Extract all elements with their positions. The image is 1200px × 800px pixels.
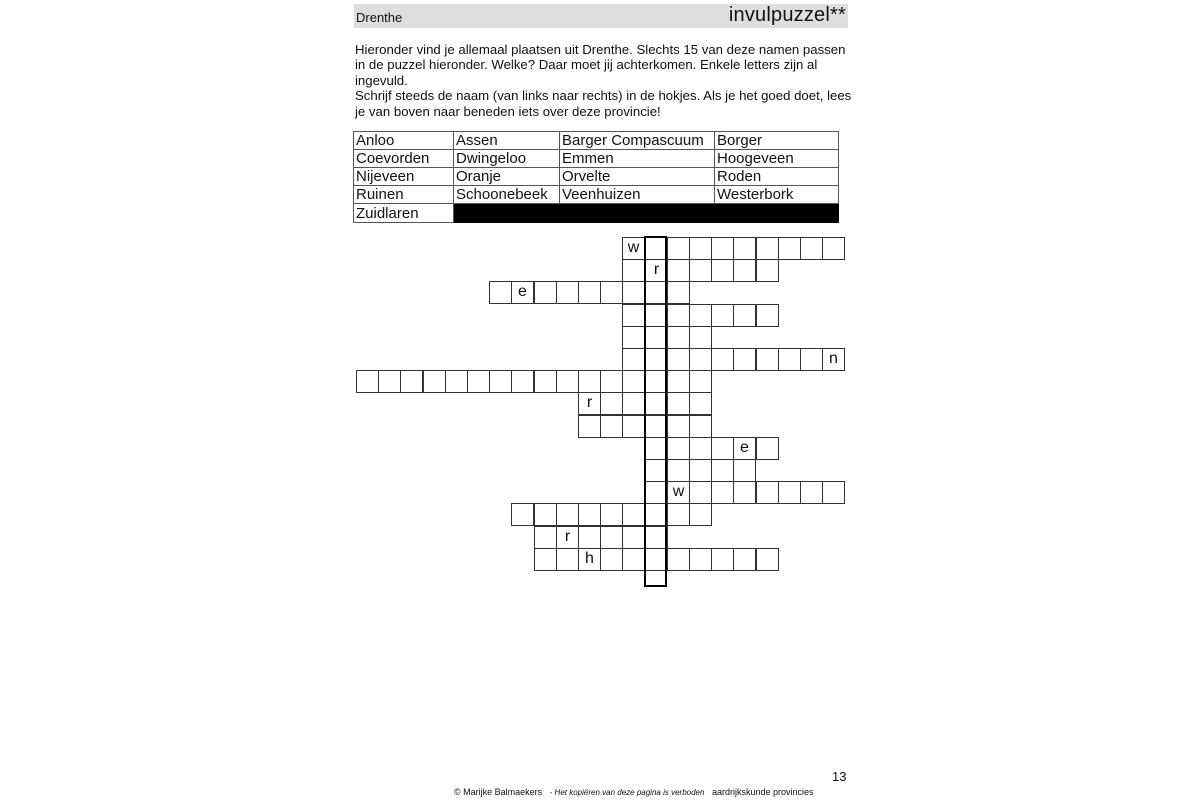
puzzle-cell[interactable] <box>600 392 623 415</box>
puzzle-cell[interactable] <box>556 548 579 571</box>
place-name-cell: Hoogeveen <box>715 150 839 168</box>
puzzle-cell[interactable] <box>667 437 690 460</box>
puzzle-cell[interactable] <box>578 370 601 393</box>
puzzle-cell[interactable] <box>733 348 756 371</box>
puzzle-cell[interactable] <box>711 348 734 371</box>
puzzle-cell[interactable] <box>489 370 512 393</box>
puzzle-cell[interactable] <box>645 237 668 260</box>
puzzle-cell[interactable] <box>733 459 756 482</box>
puzzle-cell[interactable] <box>689 392 712 415</box>
puzzle-cell[interactable] <box>600 548 623 571</box>
puzzle-cell[interactable] <box>778 481 801 504</box>
puzzle-cell[interactable] <box>622 392 645 415</box>
puzzle-cell[interactable] <box>645 392 668 415</box>
place-name-cell: Borger <box>715 132 839 150</box>
puzzle-cell[interactable]: r <box>578 392 601 415</box>
puzzle-cell[interactable] <box>423 370 446 393</box>
puzzle-cell[interactable] <box>645 348 668 371</box>
puzzle-cell[interactable] <box>711 237 734 260</box>
puzzle-cell[interactable] <box>756 437 779 460</box>
puzzle-cell[interactable] <box>667 237 690 260</box>
puzzle-cell[interactable] <box>622 415 645 438</box>
puzzle-cell[interactable] <box>356 370 379 393</box>
puzzle-cell[interactable] <box>622 526 645 549</box>
puzzle-cell[interactable] <box>667 304 690 327</box>
puzzle-cell[interactable] <box>645 415 668 438</box>
puzzle-cell[interactable] <box>689 548 712 571</box>
copyright-text: © Marijke Balmaekers <box>454 787 543 797</box>
puzzle-cell[interactable] <box>667 259 690 282</box>
puzzle-cell[interactable] <box>534 281 557 304</box>
place-name-cell: Orvelte <box>560 168 715 186</box>
puzzle-cell[interactable] <box>778 348 801 371</box>
puzzle-cell[interactable]: n <box>822 348 845 371</box>
puzzle-cell[interactable] <box>645 481 668 504</box>
puzzle-cell[interactable] <box>622 326 645 349</box>
puzzle-cell[interactable] <box>756 259 779 282</box>
place-name-cell: Zuidlaren <box>354 204 454 223</box>
puzzle-cell[interactable]: w <box>622 237 645 260</box>
puzzle-cell[interactable] <box>645 281 668 304</box>
puzzle-cell[interactable] <box>511 503 534 526</box>
puzzle-cell[interactable] <box>534 526 557 549</box>
puzzle-cell[interactable] <box>489 281 512 304</box>
puzzle-cell[interactable] <box>534 503 557 526</box>
puzzle-cell[interactable] <box>578 281 601 304</box>
puzzle-cell[interactable] <box>645 503 668 526</box>
province-label: Drenthe <box>356 10 403 25</box>
puzzle-cell[interactable] <box>578 415 601 438</box>
puzzle-cell[interactable] <box>733 304 756 327</box>
place-name-cell: Barger Compascuum <box>560 132 715 150</box>
puzzle-cell[interactable] <box>445 370 468 393</box>
puzzle-cell[interactable] <box>622 503 645 526</box>
puzzle-cell[interactable] <box>667 326 690 349</box>
place-name-cell: Roden <box>715 168 839 186</box>
instructions-paragraph-2: Schrijf steeds de naam (van links naar rechts) in de hokjes. Als je het goed doet, lees je van boven naar beneden iets over deze provincie! <box>355 88 852 119</box>
puzzle-cell[interactable] <box>733 237 756 260</box>
puzzle-cell[interactable] <box>822 481 845 504</box>
puzzle-cell[interactable] <box>756 348 779 371</box>
puzzle-cell[interactable] <box>689 326 712 349</box>
puzzle-cell[interactable] <box>645 326 668 349</box>
puzzle-cell[interactable] <box>756 237 779 260</box>
puzzle-cell[interactable] <box>400 370 423 393</box>
puzzle-cell[interactable]: h <box>578 548 601 571</box>
puzzle-cell[interactable]: r <box>556 526 579 549</box>
puzzle-cell[interactable] <box>800 237 823 260</box>
puzzle-cell[interactable] <box>600 370 623 393</box>
puzzle-cell[interactable]: e <box>511 281 534 304</box>
puzzle-cell[interactable] <box>689 237 712 260</box>
place-name-cell: Ruinen <box>354 186 454 204</box>
place-name-cell: Westerbork <box>715 186 839 204</box>
puzzle-cell[interactable]: e <box>733 437 756 460</box>
puzzle-cell[interactable] <box>645 437 668 460</box>
puzzle-cell[interactable] <box>667 281 690 304</box>
puzzle-cell[interactable] <box>378 370 401 393</box>
page-footer <box>454 787 814 797</box>
puzzle-cell[interactable] <box>689 370 712 393</box>
place-name-cell: Veenhuizen <box>560 186 715 204</box>
puzzle-cell[interactable] <box>645 459 668 482</box>
place-name-cell: Nijeveen <box>354 168 454 186</box>
instructions-paragraph-1: Hieronder vind je allemaal plaatsen uit Drenthe. Slechts 15 van deze namen passen in de puzzel hieronder. Welke? Daar moet jij achterkomen. Enkele letters zijn al ingevuld. <box>355 42 846 88</box>
puzzle-cell[interactable] <box>711 481 734 504</box>
puzzle-cell[interactable] <box>733 481 756 504</box>
puzzle-cell[interactable] <box>711 304 734 327</box>
puzzle-cell[interactable] <box>778 237 801 260</box>
puzzle-cell[interactable] <box>667 415 690 438</box>
puzzle-cell[interactable] <box>600 503 623 526</box>
place-name-cell: Oranje <box>454 168 560 186</box>
puzzle-cell[interactable] <box>467 370 490 393</box>
puzzle-cell[interactable] <box>689 415 712 438</box>
puzzle-cell[interactable] <box>711 437 734 460</box>
puzzle-cell[interactable] <box>756 304 779 327</box>
puzzle-cell[interactable] <box>711 459 734 482</box>
page-number: 13 <box>832 769 847 784</box>
puzzle-cell[interactable] <box>645 526 668 549</box>
puzzle-cell[interactable] <box>689 437 712 460</box>
puzzle-cell[interactable] <box>689 481 712 504</box>
puzzle-cell[interactable] <box>622 259 645 282</box>
puzzle-title: invulpuzzel** <box>728 4 846 26</box>
place-name-cell: Coevorden <box>354 150 454 168</box>
puzzle-cell[interactable] <box>556 281 579 304</box>
puzzle-cell[interactable] <box>556 503 579 526</box>
puzzle-cell[interactable] <box>689 459 712 482</box>
puzzle-cell[interactable] <box>556 370 579 393</box>
place-name-cell: Schoonebeek <box>454 186 560 204</box>
subject-text: aardrijkskunde provincies <box>711 787 814 797</box>
copy-notice: - Het kopiëren van deze pagina is verboden <box>549 788 705 797</box>
puzzle-cell[interactable] <box>689 304 712 327</box>
puzzle-cell[interactable]: w <box>667 481 690 504</box>
puzzle-cell[interactable] <box>689 503 712 526</box>
place-name-cell: Anloo <box>354 132 454 150</box>
puzzle-cell[interactable] <box>667 348 690 371</box>
puzzle-cell[interactable] <box>733 548 756 571</box>
puzzle-cell[interactable] <box>645 304 668 327</box>
puzzle-cell[interactable] <box>667 548 690 571</box>
puzzle-cell[interactable] <box>667 503 690 526</box>
puzzle-cell[interactable] <box>689 348 712 371</box>
puzzle-cell[interactable] <box>622 370 645 393</box>
puzzle-cell[interactable] <box>622 281 645 304</box>
puzzle-cell[interactable] <box>800 348 823 371</box>
puzzle-cell[interactable] <box>578 526 601 549</box>
puzzle-cell[interactable] <box>711 259 734 282</box>
puzzle-cell[interactable] <box>534 548 557 571</box>
puzzle-cell[interactable] <box>756 481 779 504</box>
puzzle-cell[interactable] <box>756 548 779 571</box>
puzzle-cell[interactable] <box>578 503 601 526</box>
puzzle-cell[interactable] <box>511 370 534 393</box>
puzzle-cell[interactable] <box>622 548 645 571</box>
puzzle-cell[interactable] <box>645 370 668 393</box>
puzzle-cell[interactable]: r <box>645 259 668 282</box>
puzzle-cell[interactable] <box>600 281 623 304</box>
place-name-cell: Dwingeloo <box>454 150 560 168</box>
puzzle-cell[interactable] <box>667 459 690 482</box>
puzzle-cell[interactable] <box>600 415 623 438</box>
puzzle-cell[interactable] <box>667 370 690 393</box>
puzzle-cell[interactable] <box>534 370 557 393</box>
puzzle-cell[interactable] <box>800 481 823 504</box>
puzzle-cell[interactable] <box>622 304 645 327</box>
place-name-cell: Emmen <box>560 150 715 168</box>
puzzle-cell[interactable] <box>600 526 623 549</box>
puzzle-cell[interactable] <box>622 348 645 371</box>
puzzle-cell[interactable] <box>667 392 690 415</box>
puzzle-cell[interactable] <box>645 548 668 571</box>
puzzle-cell[interactable] <box>689 259 712 282</box>
puzzle-cell[interactable] <box>822 237 845 260</box>
puzzle-cell[interactable] <box>733 259 756 282</box>
puzzle-cell[interactable] <box>711 548 734 571</box>
place-name-cell: Assen <box>454 132 560 150</box>
